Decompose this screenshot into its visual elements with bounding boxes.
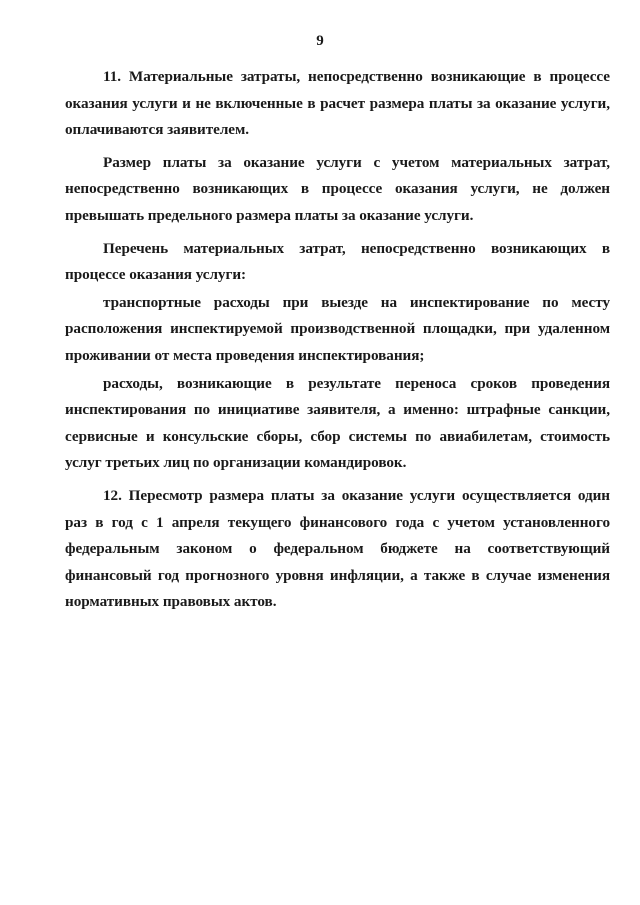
paragraph-costs-list-intro: Перечень материальных затрат, непосредственно возникающих в процессе оказания услуги: [65, 239, 610, 284]
paragraph-clause-12: 12. Пересмотр размера платы за оказание услуги осуществляется один раз в год с 1 апреля текущего финансового года с учетом установленного федеральным законом о федеральном бюджете на соответствующий финансовый год прогнозного уровня инфляции, а также в случае изменения нормативных правовых актов. [65, 486, 610, 611]
document-body [65, 64, 610, 616]
paragraph-transport-costs: транспортные расходы при выезде на инспектирование по месту расположения инспектируемой производственной площадки, при удаленном проживании от места проведения инспектирования; [65, 293, 610, 364]
paragraph-rescheduling-costs: расходы, возникающие в результате переноса сроков проведения инспектирования по инициативе заявителя, а именно: штрафные санкции, сервисные и консульские сборы, сбор системы по авиабилетам, стоимость услуг третьих лиц по организации командировок. [65, 374, 610, 472]
paragraph-fee-limit: Размер платы за оказание услуги с учетом материальных затрат, непосредственно возникающих в процессе оказания услуги, не должен превышать предельного размера платы за оказание услуги. [65, 153, 610, 224]
page-number: 9 [316, 33, 324, 49]
paragraph-clause-11: 11. Материальные затраты, непосредственно возникающие в процессе оказания услуги и не включенные в расчет размера платы за оказание услуги, оплачиваются заявителем. [65, 68, 610, 139]
